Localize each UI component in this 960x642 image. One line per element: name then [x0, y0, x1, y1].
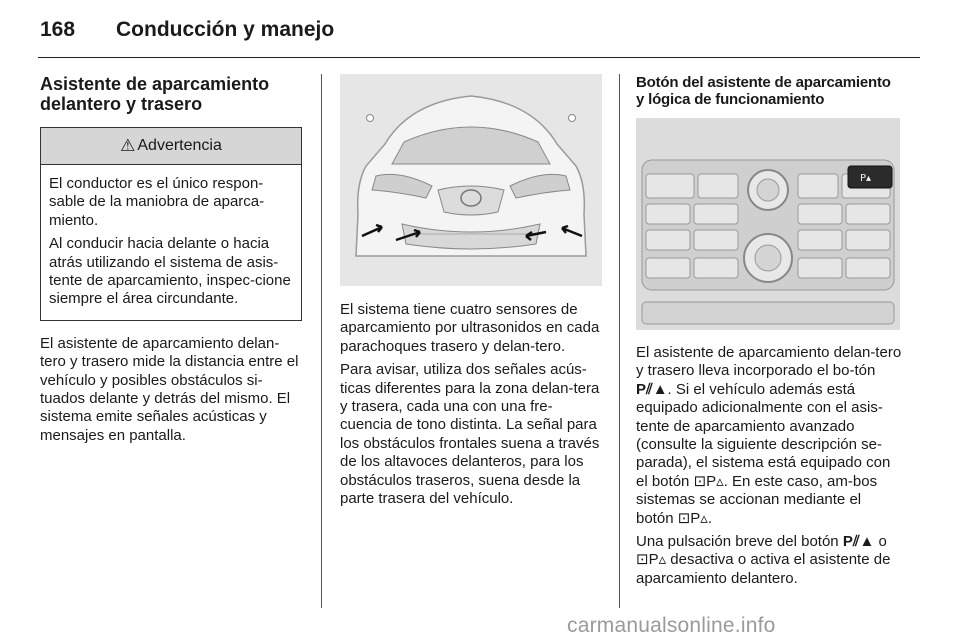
warning-triangle-icon: ⚠ — [120, 135, 136, 155]
car-front-sensors-illustration — [340, 74, 602, 286]
advanced-park-assist-button-icon: ⊡P▵ — [693, 472, 724, 490]
body-paragraph: El asistente de aparcamiento delan-tero y trasero lleva incorporado el bo-tón P⫽▲. Si el vehículo además está equipado adicionalmente con el asis-tente de aparcamiento avanzado (consulte la siguiente descripción se-parada), el sistema está equipado con el botón ⊡P▵. En este caso, am-bos sistemas se accionan mediante el botón ⊡P▵. — [636, 344, 902, 527]
svg-text:P▴: P▴ — [860, 173, 872, 184]
page-number: 168 — [40, 18, 76, 41]
warning-box — [40, 127, 302, 321]
center-console-panel-illustration — [636, 118, 900, 330]
warning-text: El conductor es el único respon-sable de la maniobra de aparca-miento. — [49, 175, 265, 229]
park-assist-button-icon: P⫽▲ — [636, 380, 668, 398]
warning-body — [41, 165, 301, 320]
body-paragraph: Una pulsación breve del botón P⫽▲ o ⊡P▵ desactiva o activa el asistente de aparcamiento delantero. — [636, 533, 891, 587]
advanced-park-assist-button-icon: ⊡P▵ — [677, 509, 708, 527]
column-3 — [636, 74, 902, 593]
header-rule — [38, 57, 920, 58]
body-paragraph: Para avisar, utiliza dos señales acús-ticas diferentes para la zona delan-tera y trasera, cada una con una fre-cuencia de tono distinta. La señal para los obstáculos frontales suena a través de los altavoces delanteros, para los obstáculos traseros, suena desde la parte trasera del vehículo. — [340, 361, 600, 508]
subsection-heading: Botón del asistente de aparcamiento y lógica de funcionamiento — [636, 74, 891, 108]
body-paragraph: El asistente de aparcamiento delan-tero y trasero mide la distancia entre el vehículo y posibles obstáculos si-tuados delante y detrás del mismo. El sistema emite señales acústicas y mensajes en pantalla. — [40, 334, 299, 444]
column-divider — [619, 74, 620, 608]
watermark: carmanualsonline.info — [567, 614, 776, 637]
warning-header — [41, 128, 301, 165]
body-paragraph: El sistema tiene cuatro sensores de aparcamiento por ultrasonidos en cada parachoques trasero y delan-tero. — [340, 301, 600, 355]
advanced-park-assist-button-icon: ⊡P▵ — [636, 551, 667, 569]
page-title: Conducción y manejo — [116, 18, 335, 41]
warning-text: Al conducir hacia delante o hacia atrás utilizando el sistema de asis-tente de aparcamiento, inspec-cione siempre el área circundante. — [49, 235, 291, 308]
column-2 — [340, 74, 602, 513]
section-heading: Asistente de aparcamiento delantero y trasero — [40, 74, 270, 114]
park-assist-button-icon: P⫽▲ — [842, 533, 875, 551]
page-header — [40, 18, 334, 46]
warning-title: Advertencia — [137, 136, 222, 154]
column-1 — [40, 74, 302, 450]
column-divider — [321, 74, 322, 608]
